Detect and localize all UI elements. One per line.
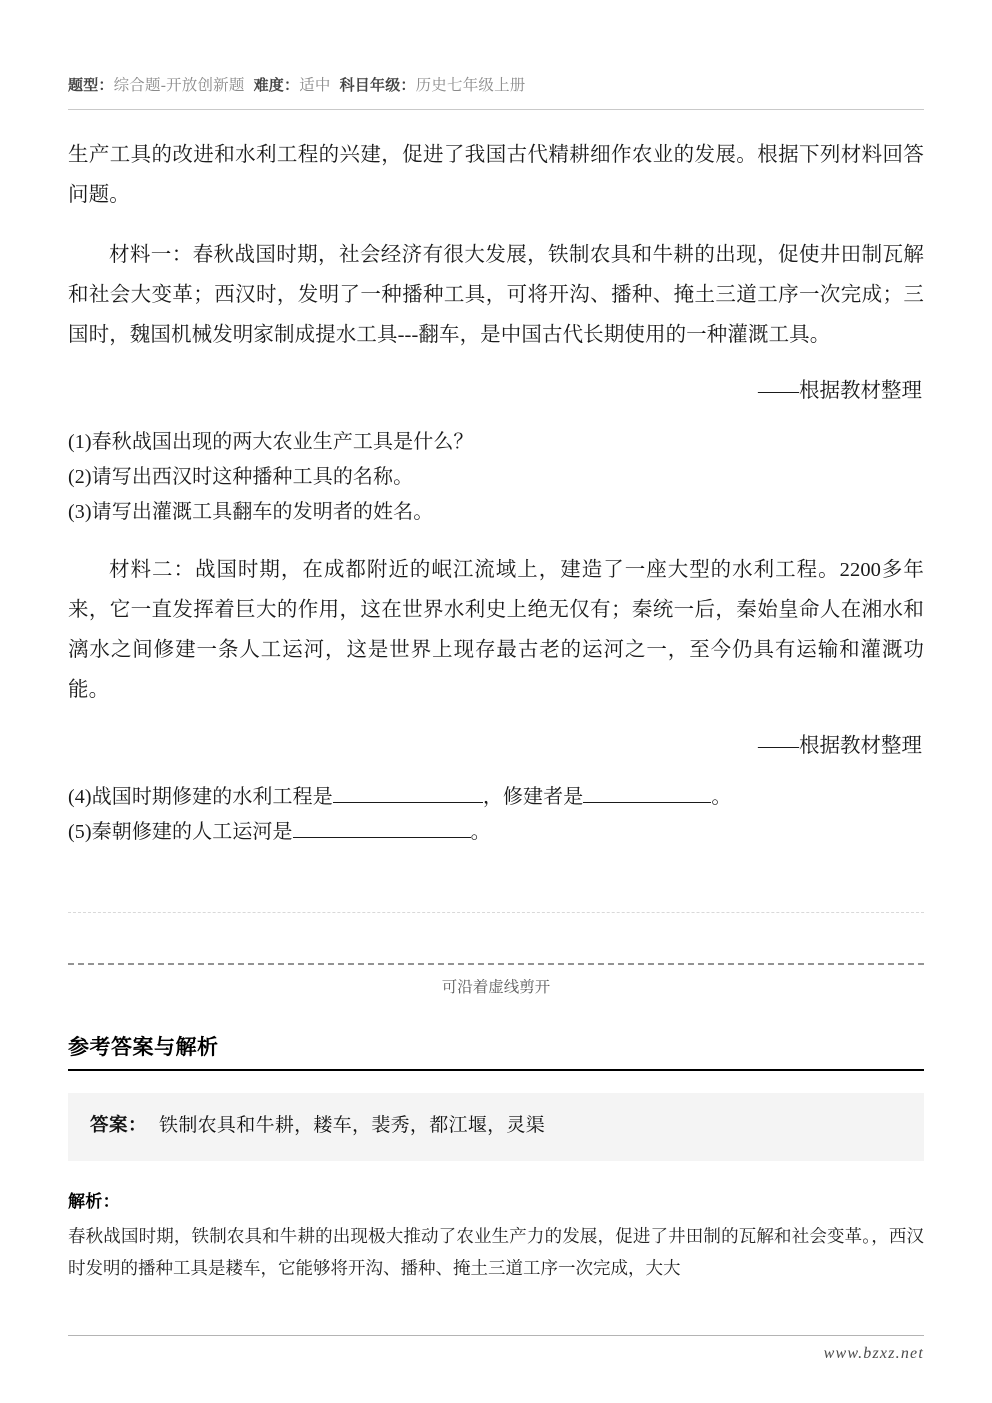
answer-label: 答案： [90, 1113, 148, 1135]
cut-line-label: 可沿着虚线剪开 [441, 978, 551, 996]
sub-question-5-text-a: (5)秦朝修建的人工运河是 [68, 820, 293, 843]
sub-question-1: (1)春秋战国出现的两大农业生产工具是什么？ [68, 430, 474, 453]
question-stem: 生产工具的改进和水利工程的兴建，促进了我国古代精耕细作农业的发展。根据下列材料回答问题。 [68, 143, 924, 206]
answer-section-divider [68, 1069, 924, 1071]
answer-blank-4a[interactable] [333, 783, 483, 803]
sub-question-4 [68, 780, 924, 815]
answer-box [68, 1093, 924, 1161]
dashed-line-dark [68, 963, 924, 965]
footer-url: www.bzxz.net [823, 1345, 924, 1362]
page-footer [68, 1335, 924, 1363]
subject-grade-value: 历史七年级上册 [415, 77, 526, 94]
material-one-paragraph: 材料一：春秋战国时期，社会经济有很大发展，铁制农具和牛耕的出现，促使井田制瓦解和社会大变革；西汉时，发明了一种播种工具，可将开沟、播种、掩土三道工序一次完成；三国时，魏国机械发明家制成提水工具---翻车，是中国古代长期使用的一种灌溉工具。 [68, 243, 924, 346]
footer-divider [68, 1335, 924, 1336]
answer-blank-5a[interactable] [293, 818, 471, 838]
sub-question-4-text-a: (4)战国时期修建的水利工程是 [68, 785, 333, 808]
explanation-label: 解析： [68, 1191, 120, 1211]
sub-question-4-text-b: ，修建者是 [482, 785, 584, 808]
question-meta-bar [68, 74, 924, 98]
sub-question-group-a [68, 425, 924, 530]
answer-blank-4b[interactable] [583, 783, 711, 803]
sub-question-5 [68, 815, 924, 850]
sub-question-2: (2)请写出西汉时这种播种工具的名称。 [68, 465, 414, 488]
material-one-source: ——根据教材整理 [758, 379, 922, 402]
dashed-line-light [68, 912, 924, 913]
question-type-value: 综合题-开放创新题 [113, 77, 245, 94]
sub-question-group-b [68, 780, 924, 850]
page-content [68, 0, 924, 1284]
material-two-source: ——根据教材整理 [758, 734, 922, 757]
answer-line [90, 1110, 902, 1141]
header-divider [68, 109, 924, 110]
subject-grade-label: 科目年级： [339, 77, 416, 94]
cut-line-zone [68, 912, 924, 997]
explanation-text: 春秋战国时期，铁制农具和牛耕的出现极大推动了农业生产力的发展，促进了井田制的瓦解和社会变革。，西汉时发明的播种工具是耧车，它能够将开沟、播种、掩土三道工序一次完成，大大 [68, 1225, 924, 1278]
sub-question-3: (3)请写出灌溉工具翻车的发明者的姓名。 [68, 500, 434, 523]
material-two-paragraph: 材料二：战国时期，在成都附近的岷江流域上，建造了一座大型的水利工程。2200多年来，它一直发挥着巨大的作用，这在世界水利史上绝无仅有；秦统一后，秦始皇命人在湘水和漓水之间修建一条人工运河，这是世界上现存最古老的运河之一，至今仍具有运输和灌溉功能。 [68, 558, 924, 701]
sub-question-5-text-b: 。 [470, 820, 491, 843]
answer-section-heading: 参考答案与解析 [68, 1035, 219, 1059]
difficulty-label: 难度： [253, 77, 300, 94]
question-type-label: 题型： [68, 77, 114, 94]
answer-text: 铁制农具和牛耕，耧车，裴秀，都江堰，灵渠 [159, 1114, 546, 1136]
sub-question-4-text-c: 。 [711, 785, 732, 808]
difficulty-value: 适中 [299, 77, 331, 94]
